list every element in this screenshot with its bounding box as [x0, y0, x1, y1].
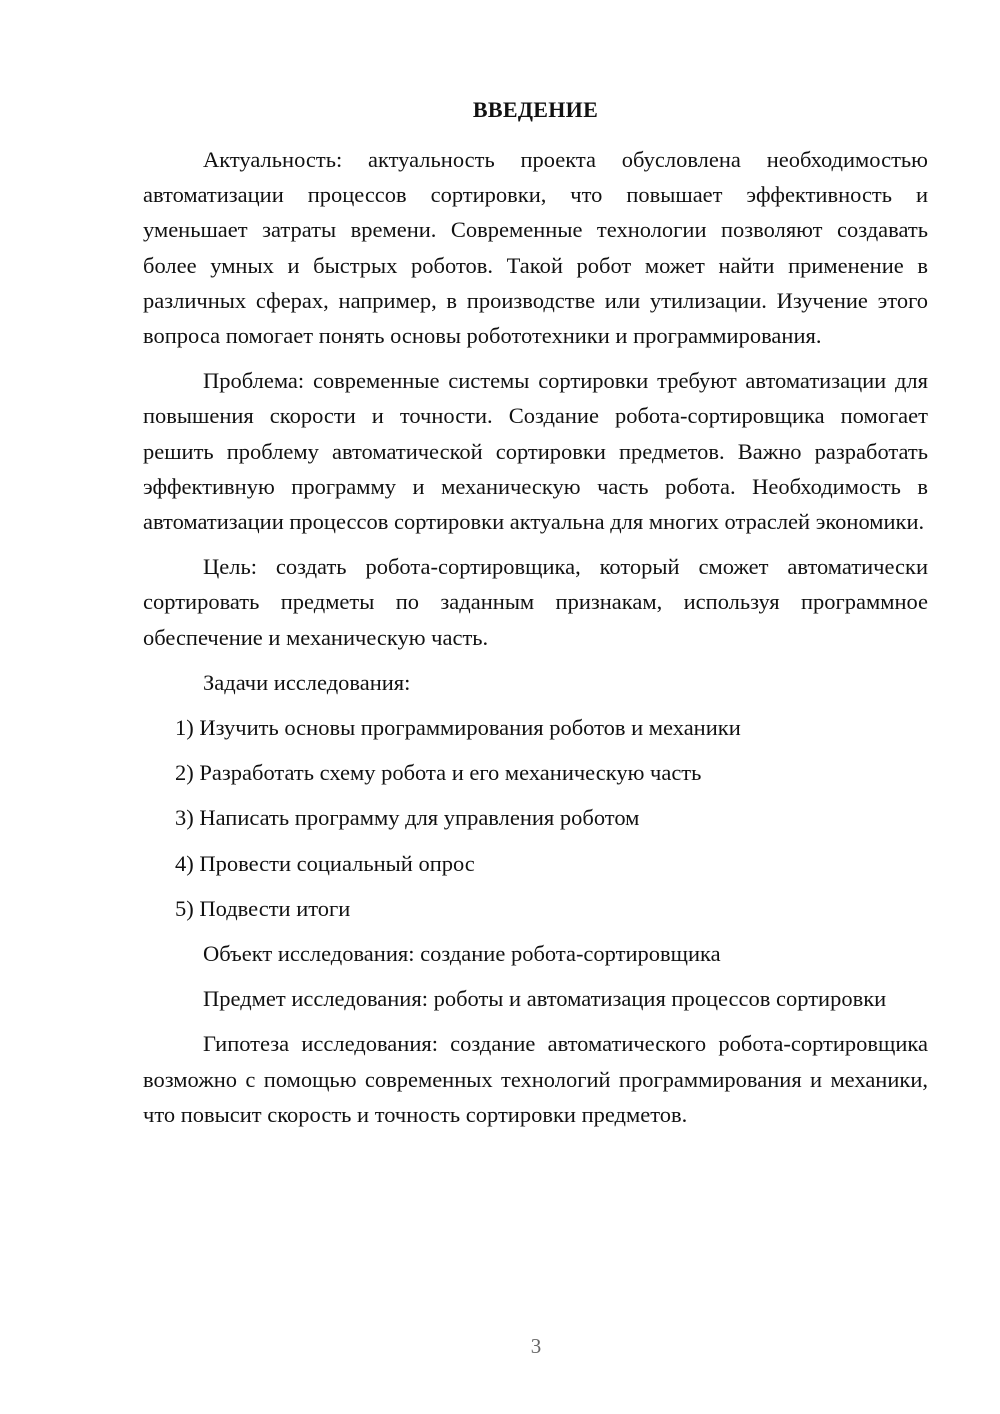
problem-paragraph: Проблема: современные системы сортировки требуют автоматизации для повышения скорости и точности. Создание робота-сортировщика помогает решить проблему автоматической сортировки предметов. Важно разработать эффективную программу и механическую часть робота. Необходимость в автоматизации процессов сортировки актуальна для многих отраслей экономики. — [143, 368, 928, 535]
tasks-title: Задачи исследования: — [203, 669, 411, 695]
task-item-5: 5) Подвести итоги — [175, 895, 351, 921]
research-hypothesis-paragraph: Гипотеза исследования: создание автоматического робота-сортировщика возможно с помощью современных технологий программирования и механики, что повысит скорость и точность сортировки предметов. — [143, 1031, 928, 1127]
task-item-4: 4) Провести социальный опрос — [175, 850, 475, 876]
task-item-1: 1) Изучить основы программирования роботов и механики — [175, 715, 741, 741]
page-number: 3 — [530, 1334, 542, 1358]
goal-paragraph: Цель: создать робота-сортировщика, который сможет автоматически сортировать предметы по заданным признакам, используя программное обеспечение и механическую часть. — [143, 554, 928, 650]
page-title: ВВЕДЕНИЕ — [472, 97, 599, 122]
research-object-paragraph: Объект исследования: создание робота-сортировщика — [203, 941, 721, 967]
task-item-3: 3) Написать программу для управления роботом — [175, 805, 640, 831]
document-body — [143, 142, 928, 1142]
task-list — [143, 710, 928, 926]
task-item-2: 2) Разработать схему робота и его механическую часть — [175, 760, 702, 786]
relevance-paragraph: Актуальность: актуальность проекта обусловлена необходимостью автоматизации процессов сортировки, что повышает эффективность и уменьшает затраты времени. Современные технологии позволяют создавать более умных и быстрых роботов. Такой робот может найти применение в различных сферах, например, в производстве или утилизации. Изучение этого вопроса помогает понять основы робототехники и программирования. — [143, 147, 928, 349]
research-subject-paragraph: Предмет исследования: роботы и автоматизация процессов сортировки — [203, 986, 887, 1012]
